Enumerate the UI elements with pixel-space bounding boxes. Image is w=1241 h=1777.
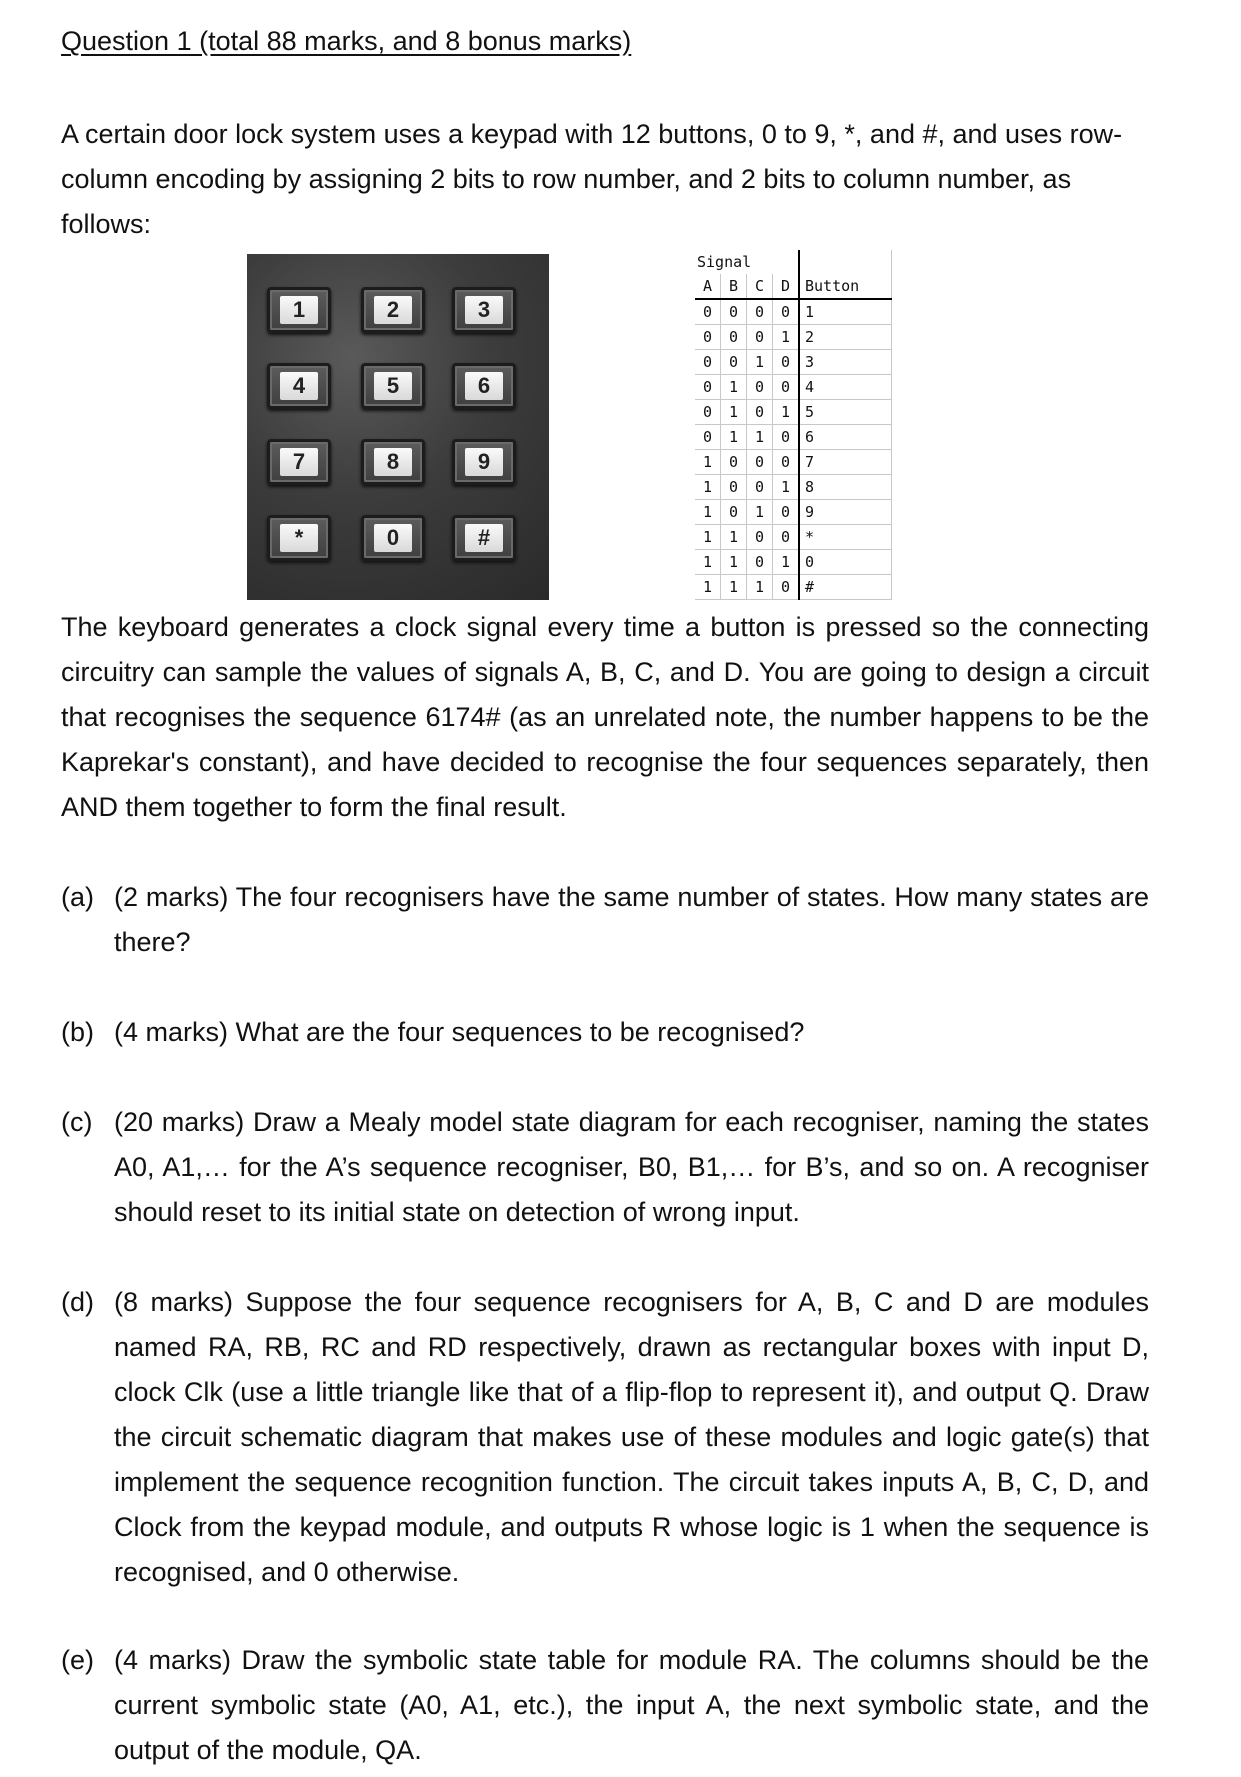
question-text: (4 marks) What are the four sequences to be recognised? <box>114 1017 805 1047</box>
signal-bit-cell: 0 <box>695 400 721 425</box>
question-label: (d) <box>61 1287 94 1317</box>
signal-bit-cell: 0 <box>747 475 773 500</box>
signal-bit-cell: 1 <box>721 575 747 600</box>
signal-bit-cell: 0 <box>695 350 721 375</box>
signal-bit-cell: 0 <box>721 450 747 475</box>
intro-paragraph: A certain door lock system uses a keypad with 12 buttons, 0 to 9, *, and #, and uses row-column encoding by assigning 2 bits to row number, and 2 bits to column number, as follows: <box>61 119 1123 239</box>
keypad-key <box>452 363 516 409</box>
key-label: 9 <box>465 448 503 476</box>
keypad-key <box>267 363 331 409</box>
button-cell: 2 <box>799 325 892 350</box>
table-title: Signal <box>695 250 799 274</box>
table-row <box>695 475 892 500</box>
signal-encoding-table <box>695 250 892 600</box>
key-label: 1 <box>280 296 318 324</box>
signal-bit-cell: 0 <box>773 350 800 375</box>
signal-bit-cell: 1 <box>773 550 800 575</box>
keypad-key <box>361 287 425 333</box>
table-row <box>695 525 892 550</box>
signal-bit-cell: 1 <box>721 375 747 400</box>
keypad-key <box>361 363 425 409</box>
signal-bit-cell: 1 <box>747 350 773 375</box>
signal-bit-cell: 0 <box>695 425 721 450</box>
column-header: B <box>721 274 747 299</box>
signal-bit-cell: 1 <box>695 550 721 575</box>
question-text: (4 marks) Draw the symbolic state table for module RA. The columns should be the current symbolic state (A0, A1, etc.), the input A, the next symbolic state, and the output of the module, QA. <box>114 1645 1149 1765</box>
signal-bit-cell: 0 <box>773 525 800 550</box>
question-text: (2 marks) The four recognisers have the same number of states. How many states are there? <box>114 882 1149 957</box>
keypad-key <box>361 439 425 485</box>
keypad-key <box>361 515 425 561</box>
signal-bit-cell: 0 <box>747 550 773 575</box>
signal-bit-cell: 0 <box>747 450 773 475</box>
table-row <box>695 350 892 375</box>
signal-bit-cell: 1 <box>773 325 800 350</box>
signal-bit-cell: 1 <box>721 400 747 425</box>
table-header-row <box>695 274 892 299</box>
signal-bit-cell: 0 <box>773 500 800 525</box>
question-d <box>61 1280 1149 1595</box>
button-cell: 0 <box>799 550 892 575</box>
column-header: C <box>747 274 773 299</box>
description-paragraph: The keyboard generates a clock signal every time a button is pressed so the connecting circuitry can sample the values of signals A, B, C, and D. You are going to design a circuit that recognises the sequence 6174# (as an unrelated note, the number happens to be the Kaprekar's constant), and have decided to recognise the four sequences separately, then AND them together to form the final result. <box>61 612 1149 822</box>
table-row <box>695 375 892 400</box>
signal-bit-cell: 0 <box>695 299 721 325</box>
signal-bit-cell: 0 <box>747 375 773 400</box>
keypad-key <box>452 439 516 485</box>
question-text: (20 marks) Draw a Mealy model state diagram for each recogniser, naming the states A0, A1,… for the A’s sequence recogniser, B0, B1,… for B’s, and so on. A recogniser should reset to its initial state on detection of wrong input. <box>114 1107 1149 1227</box>
table-row <box>695 550 892 575</box>
key-label: 0 <box>374 524 412 552</box>
signal-bit-cell: 0 <box>721 475 747 500</box>
table-row <box>695 575 892 600</box>
signal-bit-cell: 1 <box>773 400 800 425</box>
signal-bit-cell: 0 <box>747 325 773 350</box>
signal-bit-cell: 1 <box>695 475 721 500</box>
signal-bit-cell: 0 <box>773 299 800 325</box>
key-label: 2 <box>374 296 412 324</box>
keypad-key <box>267 515 331 561</box>
button-cell: 8 <box>799 475 892 500</box>
keypad-key <box>267 287 331 333</box>
signal-bit-cell: 1 <box>695 575 721 600</box>
table-row <box>695 450 892 475</box>
signal-bit-cell: 1 <box>695 500 721 525</box>
signal-bit-cell: 0 <box>747 299 773 325</box>
table-row <box>695 299 892 325</box>
signal-bit-cell: 0 <box>747 525 773 550</box>
keypad-key <box>452 287 516 333</box>
table-row <box>695 400 892 425</box>
button-cell: # <box>799 575 892 600</box>
signal-bit-cell: 0 <box>721 325 747 350</box>
signal-bit-cell: 0 <box>747 400 773 425</box>
column-header: Button <box>799 274 892 299</box>
button-cell: 7 <box>799 450 892 475</box>
keypad-key <box>267 439 331 485</box>
button-cell: 9 <box>799 500 892 525</box>
button-cell: 4 <box>799 375 892 400</box>
signal-bit-cell: 1 <box>721 525 747 550</box>
question-label: (a) <box>61 882 94 912</box>
signal-bit-cell: 0 <box>773 450 800 475</box>
key-label: 5 <box>374 372 412 400</box>
key-label: 7 <box>280 448 318 476</box>
signal-bit-cell: 1 <box>747 425 773 450</box>
button-cell: 5 <box>799 400 892 425</box>
key-label: 8 <box>374 448 412 476</box>
button-cell: 1 <box>799 299 892 325</box>
question-c <box>61 1100 1149 1235</box>
key-label: 4 <box>280 372 318 400</box>
signal-bit-cell: 0 <box>773 375 800 400</box>
button-cell: 6 <box>799 425 892 450</box>
signal-bit-cell: 0 <box>773 425 800 450</box>
question-label: (b) <box>61 1017 94 1047</box>
table-row <box>695 500 892 525</box>
key-label: # <box>465 524 503 552</box>
question-label: (c) <box>61 1107 93 1137</box>
signal-bit-cell: 1 <box>695 525 721 550</box>
column-header: A <box>695 274 721 299</box>
signal-bit-cell: 1 <box>747 575 773 600</box>
question-text: (8 marks) Suppose the four sequence recognisers for A, B, C and D are modules named RA, RB, RC and RD respectively, drawn as rectangular boxes with input D, clock Clk (use a little triangle like that of a flip-flop to represent it), and output Q. Draw the circuit schematic diagram that makes use of these modules and logic gate(s) that implement the sequence recognition function. The circuit takes inputs A, B, C, D, and Clock from the keypad module, and outputs R whose logic is 1 when the sequence is recognised, and 0 otherwise. <box>114 1287 1149 1587</box>
keypad-key <box>452 515 516 561</box>
button-cell: 3 <box>799 350 892 375</box>
column-header: D <box>773 274 800 299</box>
question-label: (e) <box>61 1645 94 1675</box>
key-label: 6 <box>465 372 503 400</box>
signal-bit-cell: 1 <box>721 425 747 450</box>
signal-bit-cell: 0 <box>721 350 747 375</box>
question-e <box>61 1638 1149 1773</box>
table-row <box>695 325 892 350</box>
signal-bit-cell: 0 <box>721 299 747 325</box>
signal-bit-cell: 1 <box>747 500 773 525</box>
question-a <box>61 875 1149 965</box>
key-label: 3 <box>465 296 503 324</box>
table-body <box>695 299 892 600</box>
signal-bit-cell: 1 <box>721 550 747 575</box>
question-heading: Question 1 (total 88 marks, and 8 bonus marks) <box>61 26 632 56</box>
button-cell: * <box>799 525 892 550</box>
table-row <box>695 425 892 450</box>
question-b <box>61 1010 1149 1055</box>
signal-bit-cell: 0 <box>695 325 721 350</box>
signal-bit-cell: 1 <box>695 450 721 475</box>
signal-bit-cell: 0 <box>695 375 721 400</box>
signal-bit-cell: 0 <box>773 575 800 600</box>
signal-bit-cell: 0 <box>721 500 747 525</box>
signal-bit-cell: 1 <box>773 475 800 500</box>
key-label: * <box>280 524 318 552</box>
keypad-photo <box>247 254 549 600</box>
